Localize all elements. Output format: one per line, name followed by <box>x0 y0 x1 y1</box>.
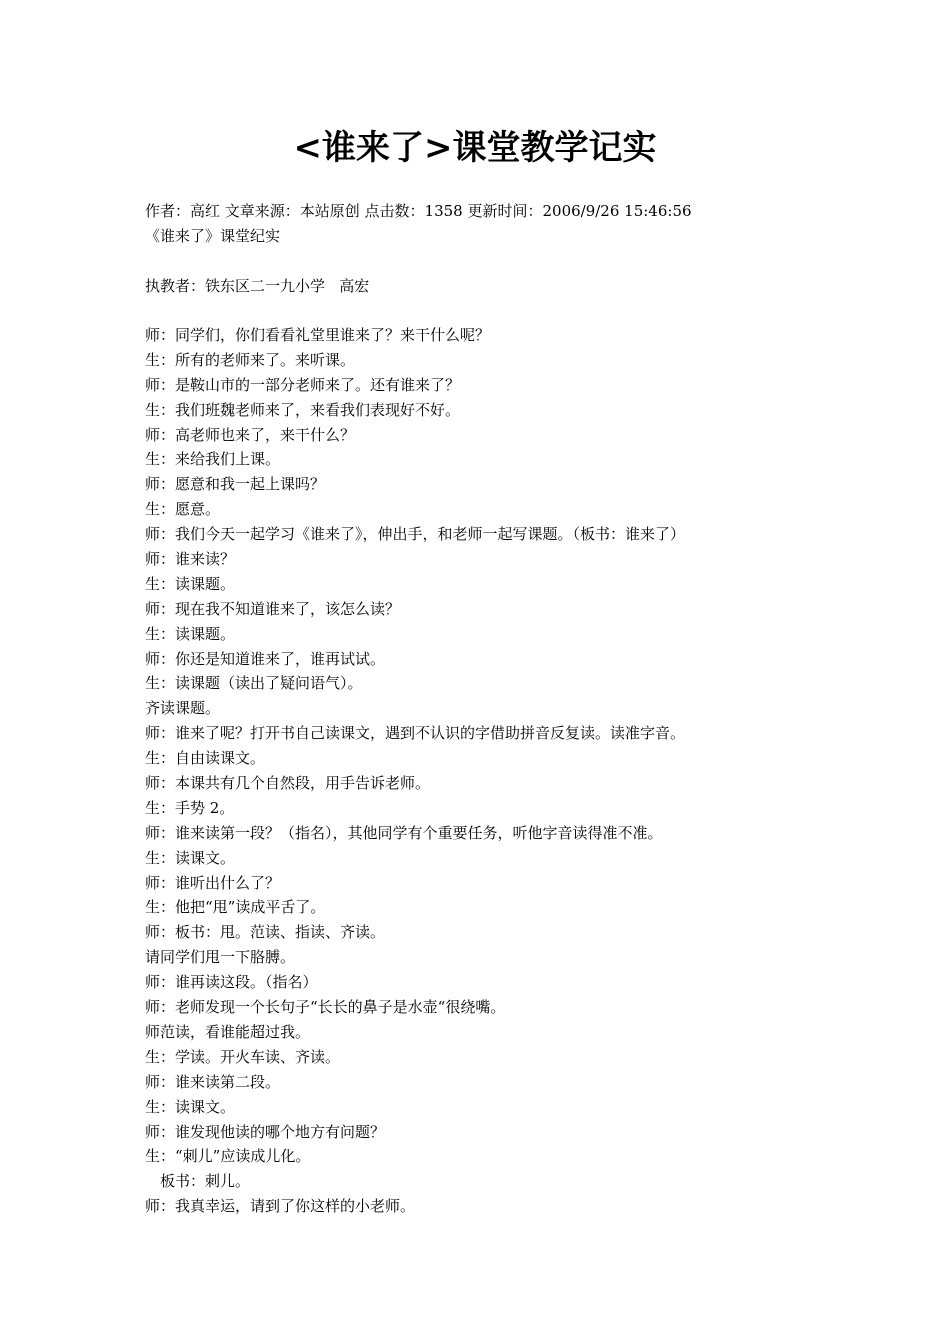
subtitle: 《谁来了》课堂纪实 <box>145 227 281 245</box>
dialogue-line: 师：高老师也来了，来干什么？ <box>145 425 356 444</box>
dialogue-line: 生：他把“甩”读成平舌了。 <box>145 898 326 917</box>
document-title: <谁来了>课堂教学记实 <box>293 128 657 168</box>
dialogue-line: 齐读课题。 <box>145 699 221 718</box>
dialogue-line: 师：愿意和我一起上课吗？ <box>145 475 326 494</box>
dialogue-line: 师：谁听出什么了？ <box>145 873 281 892</box>
dialogue-line: 师：谁来读第一段？（指名），其他同学有个重要任务，听他字音读得准不准。 <box>145 823 663 842</box>
dialogue-line: 生：“刺儿”应读成儿化。 <box>145 1147 311 1166</box>
meta-line: 作者：高红 文章来源：本站原创 点击数：1358 更新时间：2006/9/26 15:46:56 <box>145 202 692 220</box>
dialogue-line: 生：读课题。 <box>145 624 236 643</box>
dialogue-line: 师：我们今天一起学习《谁来了》，伸出手，和老师一起写课题。（板书：谁来了） <box>145 525 686 544</box>
dialogue-line: 生：学读。开火车读、齐读。 <box>145 1047 341 1066</box>
dialogue-line: 生：自由读课文。 <box>145 749 266 768</box>
dialogue-line: 师：谁再读这段。（指名） <box>145 973 318 992</box>
dialogue-line: 板书：刺儿。 <box>160 1172 251 1191</box>
dialogue-line: 师：老师发现一个长句子“长长的鼻子是水壶“很绕嘴。 <box>145 998 506 1017</box>
dialogue-line: 生：我们班魏老师来了，来看我们表现好不好。 <box>145 400 461 419</box>
dialogue-line: 生：所有的老师来了。来听课。 <box>145 350 356 369</box>
dialogue-line: 师：是鞍山市的一部分老师来了。还有谁来了？ <box>145 375 461 394</box>
dialogue-line: 师：谁发现他读的哪个地方有问题？ <box>145 1122 386 1141</box>
dialogue-line: 生：读课题（读出了疑问语气）。 <box>145 674 363 693</box>
dialogue-line: 生：来给我们上课。 <box>145 450 281 469</box>
dialogue-line: 生：手势 2。 <box>145 798 235 817</box>
dialogue-line: 生：读课题。 <box>145 574 236 593</box>
dialogue-line: 师：你还是知道谁来了，谁再试试。 <box>145 649 386 668</box>
dialogue-line: 师：现在我不知道谁来了，该怎么读？ <box>145 599 401 618</box>
dialogue-line: 生：读课文。 <box>145 1097 236 1116</box>
dialogue-line: 师：谁来读第二段。 <box>145 1072 281 1091</box>
dialogue-line: 请同学们甩一下胳膊。 <box>145 948 296 967</box>
dialogue-line: 师：谁来读？ <box>145 550 236 569</box>
dialogue-line: 师：本课共有几个自然段，用手告诉老师。 <box>145 774 431 793</box>
dialogue-line: 生：愿意。 <box>145 500 221 519</box>
dialogue-line: 生：读课文。 <box>145 848 236 867</box>
dialogue-line: 师范读，看谁能超过我。 <box>145 1022 311 1041</box>
article-meta <box>145 199 865 249</box>
dialogue-line: 师：同学们，你们看看礼堂里谁来了？来干什么呢？ <box>145 326 491 344</box>
executor-line: 执教者：铁东区二一九小学 高宏 <box>145 277 370 295</box>
dialogue-line: 师：我真幸运，请到了你这样的小老师。 <box>145 1197 416 1216</box>
dialogue-line: 师：板书：甩。范读、指读、齐读。 <box>145 923 386 942</box>
dialogue-body <box>145 323 805 1219</box>
dialogue-line: 师：谁来了呢？打开书自己读课文，遇到不认识的字借助拼音反复读。读准字音。 <box>145 724 686 743</box>
